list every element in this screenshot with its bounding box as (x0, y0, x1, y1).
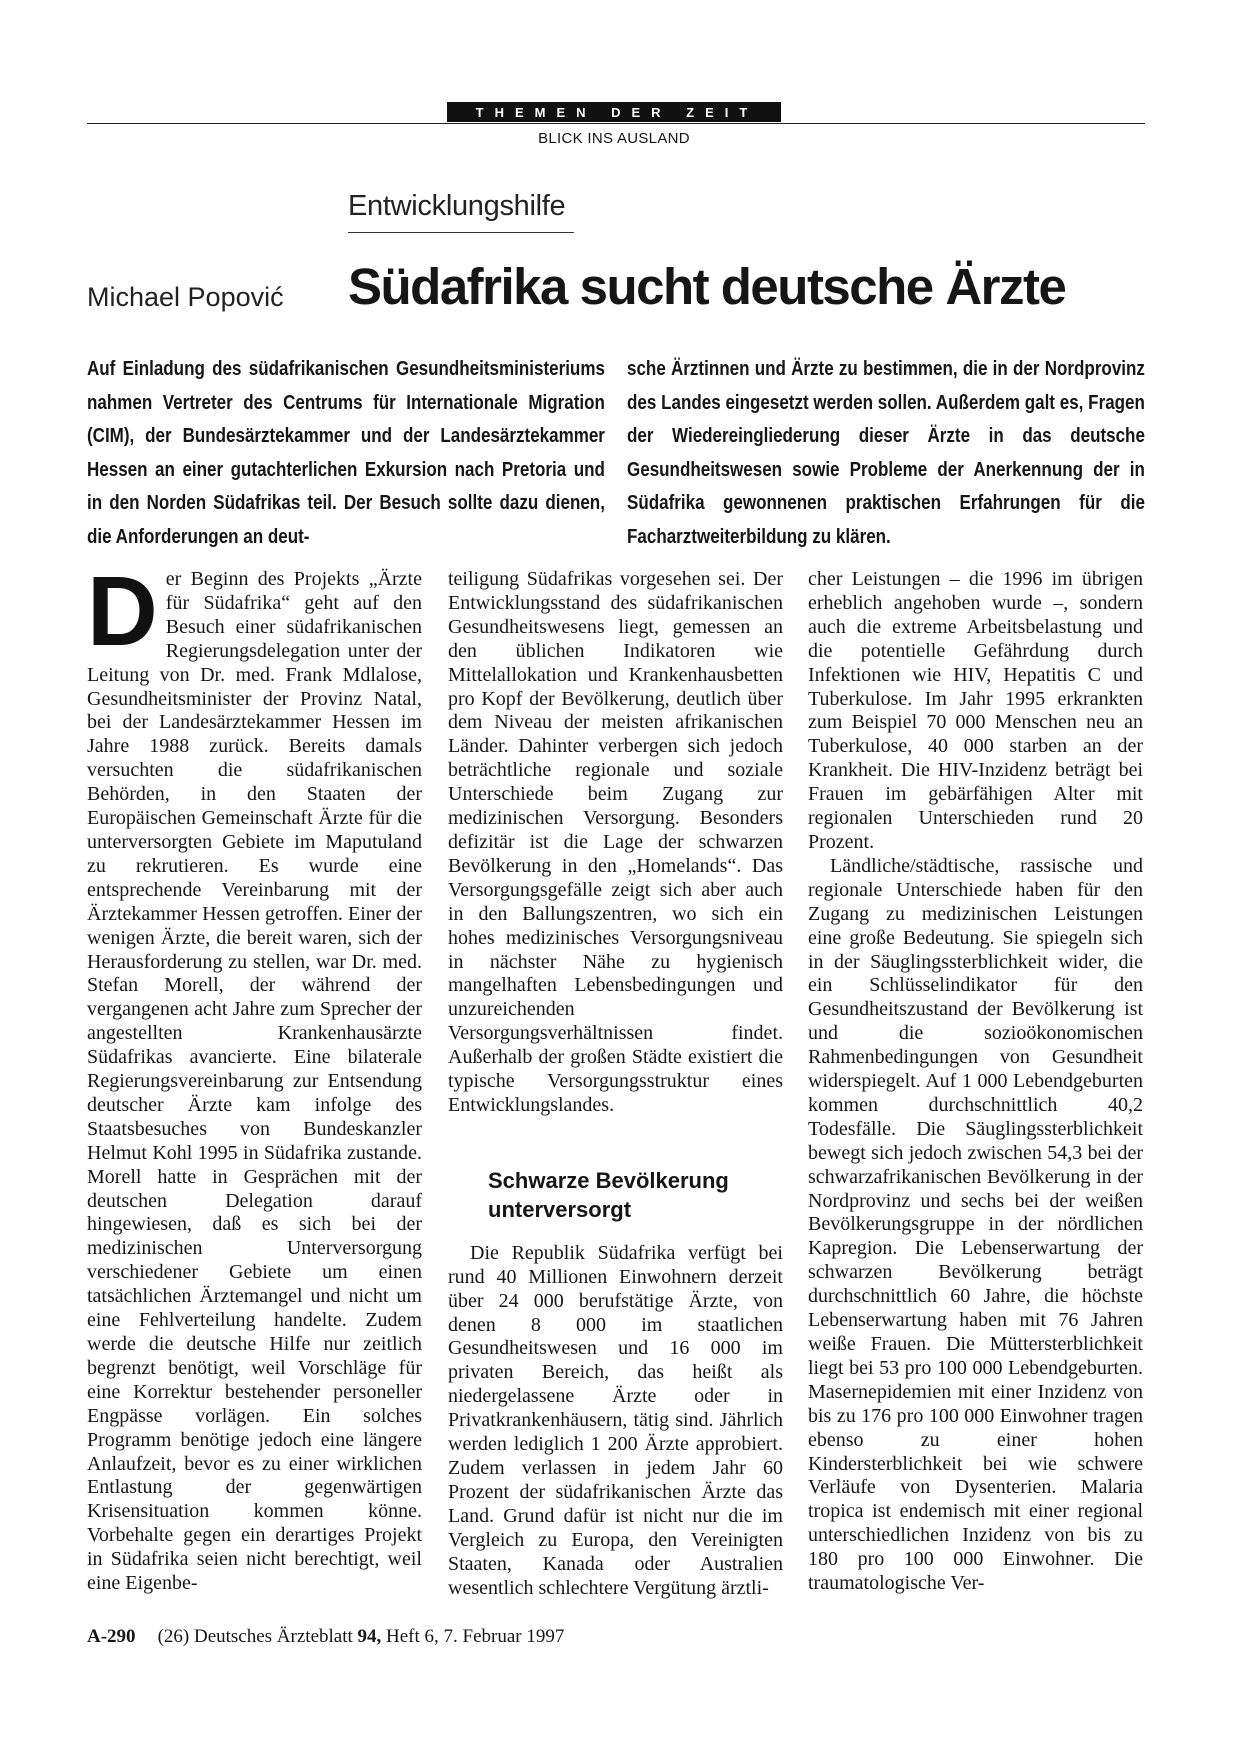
article-author: Michael Popović (87, 282, 284, 312)
kicker-underline (348, 232, 574, 233)
page-number: A-290 (87, 1626, 136, 1647)
body-paragraph: er Beginn des Projekts „Ärzte für Südafrika“ geht auf den Besuch einer südafrikanischen Regierungsdelegation unter der Leitung von Dr. med. Frank Mdlalose, Gesundheitsminister der Provinz Natal, bei der Landesärztekammer Hessen im Jahre 1988 zurück. Bereits damals versuchten die südafrikanischen Behörden, in den Staaten der Europäischen Gemeinschaft Ärzte für die unterversorgten Gebiete im Maputuland zu rekrutieren. Es wurde eine entsprechende Vereinbarung mit der Ärztekammer Hessen getroffen. Einer der wenigen Ärzte, die bereit waren, sich der Herausforderung zu stellen, war Dr. med. Stefan Morell, der während der vergangenen acht Jahre zum Sprecher der angestellten Krankenhausärzte Südafrikas avancierte. Eine bilaterale Regierungsvereinbarung zur Entsendung deutscher Ärzte kam infolge des Staatsbesuches von Bundeskanzler Helmut Kohl 1995 in Südafrika zustande. Morell hatte in Gesprächen mit der deutschen Delegation darauf hingewiesen, daß es sich bei der medizinischen Unterversorgung verschiedener Gebiete um einen tatsächlichen Ärztemangel und nicht um eine Fehlverteilung handelte. Zudem werde die deutsche Hilfe nur zeitlich begrenzt benötigt, weil Vorschläge für eine Korrektur bestehender personeller Engpässe vorlägen. Ein solches Programm benötige jedoch eine längere Anlaufzeit, bevor es zu einer wirklichen Entlastung der gegenwärtigen Krisensituation kommen könne. Vorbehalte gegen ein derartiges Projekt in Südafrika seien nicht berechtigt, weil eine Eigenbe- (87, 568, 422, 1595)
body-column-1 (87, 556, 422, 1596)
body-paragraph: Die Republik Südafrika verfügt bei rund 40 Millionen Einwohnern derzeit über 24 000 berufstätige Ärzte, von denen 8 000 im staatlichen Gesundheitswesen und 16 000 im privaten Bereich, das heißt als niedergelassene Ärzte oder in Privatkrankenhäusern, tätig sind. Jährlich werden lediglich 1 200 Ärzte approbiert. Zudem verlassen in jedem Jahr 60 Prozent der südafrikanischen Ärzte das Land. Grund dafür ist nicht nur die im Vergleich zu Europa, den Vereinigten Staaten, Kanada oder Australien wesentlich schlechtere Vergütung ärztli- (448, 1241, 783, 1599)
body-paragraph: teiligung Südafrikas vorgesehen sei. Der Entwicklungsstand des südafrikanischen Gesundheitswesens liegt, gemessen an den üblichen Indikatoren wie Mittelallokation und Krankenhausbetten pro Kopf der Bevölkerung, deutlich über dem Niveau der meisten afrikanischen Länder. Dahinter verbergen sich jedoch beträchtliche regionale und soziale Unterschiede beim Zugang zur medizinischen Versorgung. Besonders defizitär ist die Lage der schwarzen Bevölkerung in den „Homelands“. Das Versorgungsgefälle zeigt sich aber auch in den Ballungszentren, wo sich ein hohes medizinisches Versorgungsniveau in nächster Nähe zu hygienisch mangelhaften Lebensbedingungen und unzureichenden Versorgungsverhältnissen findet. Außerhalb der großen Städte existiert die typische Versorgungsstruktur eines Entwicklungslandes. (448, 568, 783, 1116)
lead-text-right: sche Ärztinnen und Ärzte zu bestimmen, die in der Nordprovinz des Landes eingesetzt werden sollen. Außerdem galt es, Fragen der Wiedereingliederung dieser Ärzte in das deutsche Gesundheitswesen sowie Probleme der Anerkennung der in Südafrika gewonnenen praktischen Erfahrungen für die Facharztweiterbildung zu klären. (627, 357, 1145, 548)
drop-cap: D (87, 556, 158, 666)
lead-paragraph-left (87, 352, 605, 554)
journal-name: (26) Deutsches Ärzteblatt (157, 1626, 353, 1647)
body-column-2 (448, 568, 783, 1600)
journal-issue: Heft 6, 7. Februar 1997 (386, 1626, 565, 1647)
article-headline: Südafrika sucht deutsche Ärzte (348, 258, 1066, 315)
article-kicker: Entwicklungshilfe (348, 190, 566, 222)
header-rule (87, 123, 1145, 124)
body-paragraph: Ländliche/städtische, rassische und regionale Unterschiede haben für den Zugang zu medizinischen Leistungen eine große Bedeutung. Sie spiegeln sich in der Säuglingssterblichkeit wider, die ein Schlüsselindikator für den Gesundheitszustand der Bevölkerung ist und die sozioökonomischen Rahmenbedingungen von Gesundheit widerspiegelt. Auf 1 000 Lebendgeburten kommen durchschnittlich 40,2 Todesfälle. Die Säuglingssterblichkeit bewegt sich jedoch zwischen 54,3 bei der schwarzafrikanischen Bevölkerung in der Nordprovinz und sechs bei der weißen Bevölkerungsgruppe in der nördlichen Kapregion. Die Lebenserwartung der schwarzen Bevölkerung beträgt durchschnittlich 60 Jahre, die höchste Lebenserwartung haben mit 76 Jahren weiße Frauen. Die Müttersterblichkeit liegt bei 53 pro 100 000 Lebendgeburten. Masernepidemien mit einer Inzidenz von bis zu 176 pro 100 000 Einwohner tragen ebenso zu einer hohen Kindersterblichkeit bei wie schwere Verläufe von Dysenterien. Malaria tropica ist endemisch mit einer regional unterschiedlichen Inzidenz von bis zu 180 pro 100 000 Einwohner. Die traumatologische Ver- (808, 854, 1143, 1595)
body-column-3 (808, 568, 1143, 1596)
section-banner: THEMEN DER ZEIT (447, 102, 781, 122)
journal-volume: 94, (357, 1626, 382, 1647)
lead-paragraph-right (627, 352, 1145, 554)
lead-text-left: Auf Einladung des südafrikanischen Gesundheitsministeriums nahmen Vertreter des Centrums für Internationale Migration (CIM), der Bundesärztekammer und der Landesärztekammer Hessen an einer gutachterlichen Exkursion nach Pretoria und in den Norden Südafrikas teil. Der Besuch sollte dazu dienen, die Anforderungen an deut- (87, 357, 605, 548)
section-subtitle: BLICK INS AUSLAND (538, 130, 690, 147)
body-paragraph: cher Leistungen – die 1996 im übrigen erheblich angehoben wurde –, sondern auch die extreme Arbeitsbelastung und die potentielle Gefährdung durch Infektionen wie HIV, Hepatitis C und Tuberkulose. Im Jahr 1995 erkrankten zum Beispiel 70 000 Menschen neu an Tuberkulose, 40 000 starben an der Krankheit. Die HIV-Inzidenz beträgt bei Frauen im gebärfähigen Alter mit regionalen Unterschieden rund 20 Prozent. (808, 568, 1143, 853)
page-footer (87, 1626, 564, 1648)
section-subheading: Schwarze Bevölkerung unterversorgt (488, 1167, 729, 1222)
